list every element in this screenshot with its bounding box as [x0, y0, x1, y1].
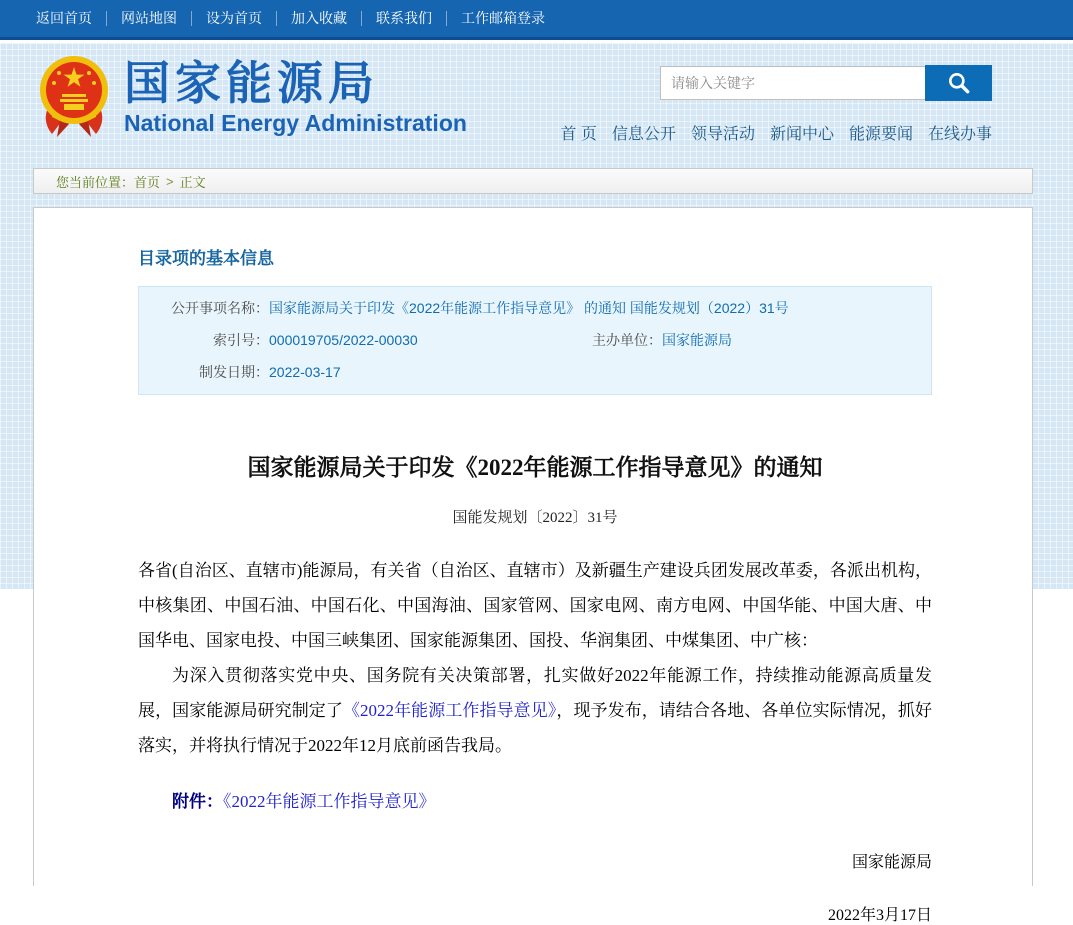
article-paragraph-recipients: 各省(自治区、直辖市)能源局，有关省（自治区、直辖市）及新疆生产建设兵团发展改革委，各派出机构，中核集团、中国石油、中国石化、中国海油、国家管网、国家电网、南方电网、中国华能、中国大唐、中国华电、国家电投、中国三峡集团、国家能源集团、国投、华润集团、中煤集团、中广核： [138, 561, 932, 650]
nav-item-leader-activities[interactable]: 领导活动 [690, 126, 755, 143]
search-button[interactable] [925, 65, 992, 101]
topbar-link-add-favorite[interactable]: 加入收藏 [276, 11, 361, 26]
info-index-label: 索引号： [213, 332, 269, 348]
topbar-link-set-homepage[interactable]: 设为首页 [191, 11, 276, 26]
paragraph-text-after-link: ，现予发布，请结合各地、各单位实际情况，抓好落实，并将执行情况于2022年12月底前函告我局。 [138, 701, 933, 755]
article-signature: 国家能源局 [851, 854, 932, 871]
section-title: 目录项的基本信息 [138, 249, 274, 268]
breadcrumb [33, 168, 1033, 194]
info-org-value: 国家能源局 [662, 332, 732, 348]
site-subtitle: National Energy Administration [124, 110, 467, 136]
info-row-date [139, 356, 931, 388]
topbar-link-contact-us[interactable]: 联系我们 [361, 11, 446, 26]
topbar-link-sitemap[interactable]: 网站地图 [106, 11, 191, 26]
breadcrumb-separator: > [166, 173, 174, 189]
site-title: 国家能源局 [124, 57, 379, 109]
search-box [660, 66, 992, 101]
site-brand[interactable] [124, 58, 467, 137]
info-index-value: 000019705/2022-00030 [269, 332, 418, 348]
info-date-value: 2022-03-17 [269, 364, 341, 380]
info-name-label: 公开事项名称： [171, 300, 269, 316]
info-box [138, 286, 932, 395]
attachment-line [138, 787, 932, 817]
info-name-value: 国家能源局关于印发《2022年能源工作指导意见》 的通知 国能发规划（2022）31号 [269, 300, 789, 316]
article-date: 2022年3月17日 [827, 907, 932, 924]
breadcrumb-current: 正文 [179, 174, 206, 190]
info-row-index-org [139, 324, 931, 356]
attachment-label: 附件： [172, 792, 223, 811]
article-title: 国家能源局关于印发《2022年能源工作指导意见》的通知 [247, 455, 823, 480]
breadcrumb-prefix: 您当前位置： [56, 174, 135, 190]
content-panel [33, 207, 1033, 924]
paragraph-text-before-link: 为深入贯彻落实党中央、国务院有关决策部署，扎实做好2022年能源工作，持续推动能源高质量发展，国家能源局研究制定了 [138, 666, 932, 720]
article-doc-number: 国能发规划〔2022〕31号 [452, 510, 618, 526]
attachment-link[interactable]: 《2022年能源工作指导意见》 [223, 792, 436, 811]
top-utility-bar [0, 0, 1073, 40]
article [138, 449, 932, 925]
article-paragraph-body [138, 658, 932, 763]
site-header [0, 40, 1073, 168]
nav-item-home[interactable]: 首 页 [560, 126, 597, 143]
nav-item-news-center[interactable]: 新闻中心 [769, 126, 834, 143]
search-icon [946, 70, 972, 96]
guidance-opinion-inline-link[interactable]: 《2022年能源工作指导意见》 [342, 701, 557, 720]
topbar-link-work-mail-login[interactable]: 工作邮箱登录 [446, 11, 559, 26]
main-nav [560, 121, 992, 144]
nav-item-online-services[interactable]: 在线办事 [927, 126, 992, 143]
breadcrumb-home-link[interactable]: 首页 [134, 174, 161, 190]
national-emblem-logo[interactable] [38, 52, 110, 140]
info-row-name [139, 292, 931, 324]
info-org-label: 主办单位： [592, 332, 662, 348]
national-emblem-icon [38, 52, 110, 140]
nav-item-info-disclosure[interactable]: 信息公开 [611, 126, 676, 143]
nav-item-energy-news[interactable]: 能源要闻 [848, 126, 913, 143]
topbar-link-home[interactable]: 返回首页 [36, 10, 92, 26]
info-date-label: 制发日期： [199, 364, 269, 380]
search-input[interactable] [660, 66, 925, 100]
